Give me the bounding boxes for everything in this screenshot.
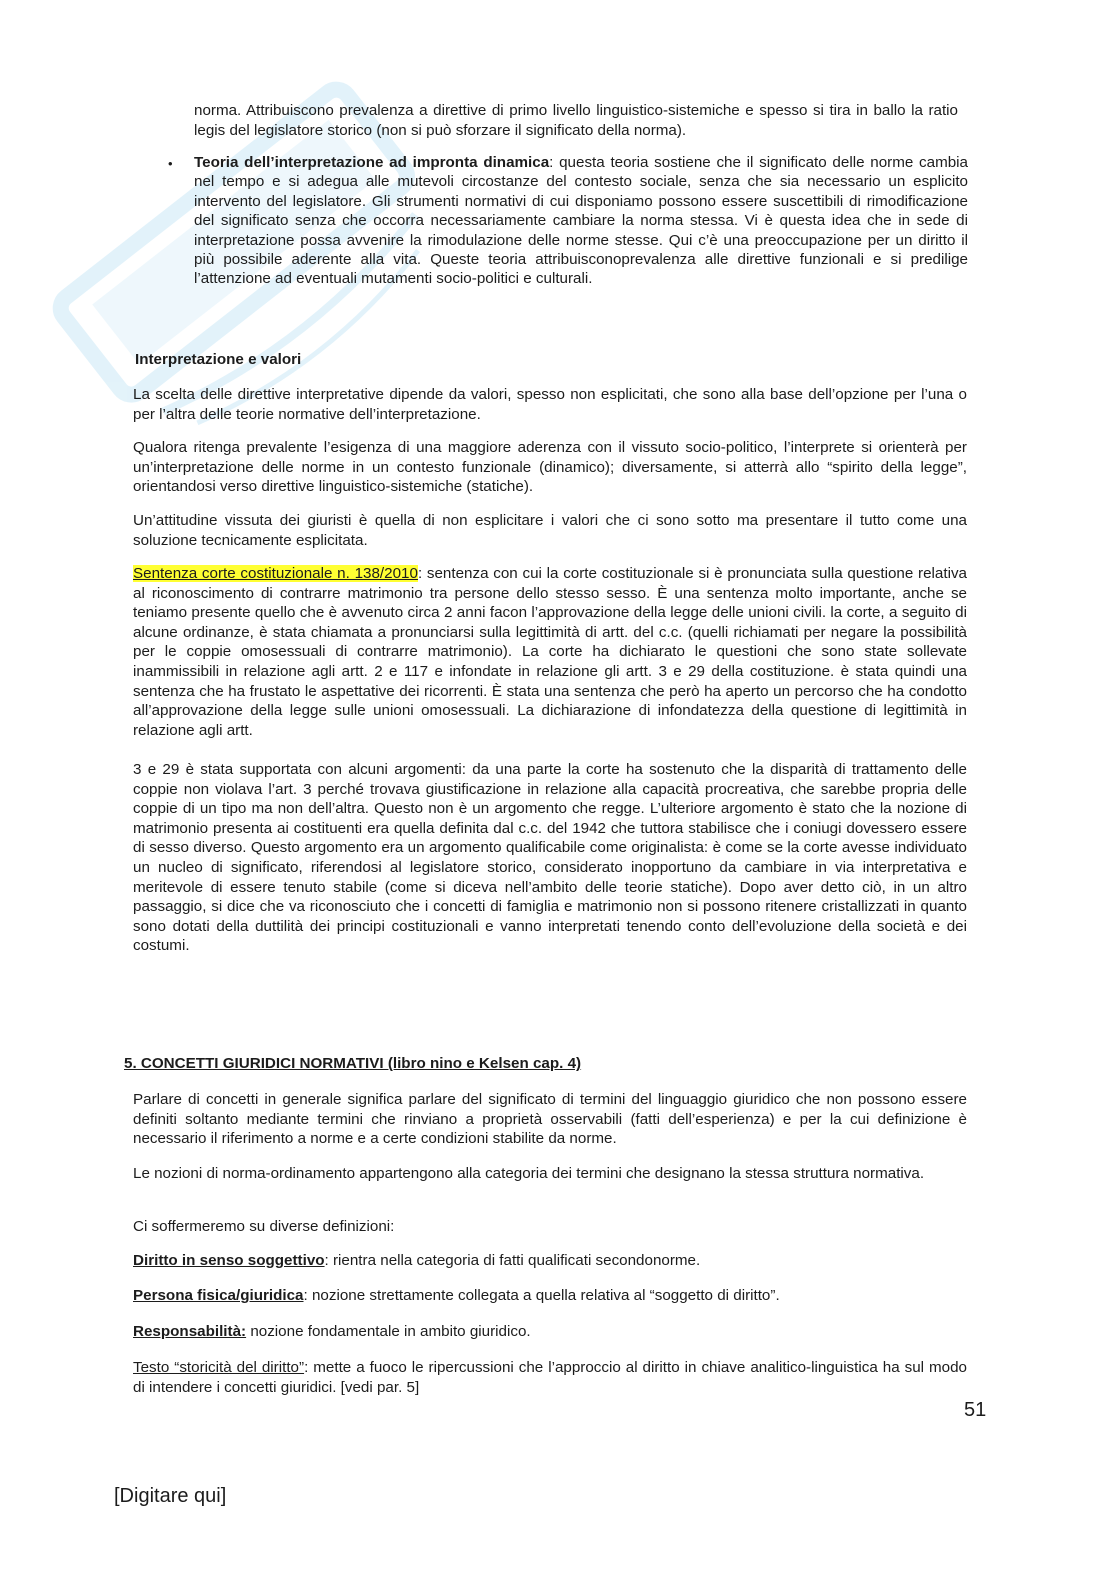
- paragraph: 3 e 29 è stata supportata con alcuni argomenti: da una parte la corte ha sostenuto che la disparità di trattamento delle coppie non violava l’art. 3 perché trovava giustificazione in relazione alla capacità procreativa, che sarebbe propria delle coppie di un tipo ma non dell’altra. Questo non è un argomento che regge. L’ulteriore argomento è stato che la nozione di matrimonio presenta ai costituenti era quella definita dal c.c. del 1942 che tuttora stabilisce che i coniugi dovessero essere di sesso diverso. Questo argomento era un argomento qualificabile come originalista: è come se la corte avesse individuato un nucleo di significato, riferendosi al legislatore storico, considerato inopportuno da cambiare in via interpretativa e meritevole di essere tenuto stabile (come si diceva nell’ambito delle teorie statiche). Dopo aver detto ciò, in un altro passaggio, si dice che va riconosciuto che i concetti di famiglia e matrimonio non si possono ritenere cristallizzati in quanto sono dotati della duttilità dei principi costituzionali e vanno interpretati tenendo conto dell’evoluzione della società e dei costumi.: [133, 761, 967, 955]
- definition-responsabilita: [133, 1322, 967, 1342]
- definition-term: Diritto in senso soggettivo: [133, 1252, 325, 1269]
- definition-text: nozione fondamentale in ambito giuridico.: [246, 1323, 531, 1340]
- page-number: 51: [964, 1399, 987, 1421]
- section-heading-interpretazione: Interpretazione e valori: [135, 351, 302, 368]
- definition-persona: [133, 1286, 967, 1306]
- definition-text: : rientra nella categoria di fatti qualificati secondonorme.: [324, 1252, 701, 1269]
- footer-placeholder[interactable]: [Digitare qui]: [114, 1485, 227, 1507]
- highlighted-sentenza-link[interactable]: Sentenza corte costituzionale n. 138/2010: [133, 565, 418, 582]
- bullet-marker: •: [168, 156, 173, 171]
- sentenza-text: : sentenza con cui la corte costituzionale si è pronunciata sulla questione relativa al riconoscimento di contrarre matrimonio tra persone dello stesso sesso. È una sentenza molto importante, anche se teniamo presente quello che è avvenuto circa 2 anni facon l’approvazione della legge delle unioni civili. la corte, a seguito di alcune ordinanze, è stata chiamata a pronunciarsi sulla legittimità di artt. del c.c. (quelli richiamati per negare la possibilità per le coppie omosessuali di contrarre matrimonio). La corte ha dichiarato le questioni che sono state sollevate inammissibili in relazione agli artt. 2 e 117 e infondate in relazione gli artt. 3 e 29 della costituzione. è stata quindi una sentenza che ha frustato le aspettative dei ricorrenti. È stata una sentenza che però ha aperto un percorso che ha condotto all’approvazione della legge sulle unioni omosessuali. La dichiarazione di infondatezza della questione di legittimità in relazione agli artt.: [133, 565, 967, 739]
- definition-text: : nozione strettamente collegata a quella relativa al “soggetto di diritto”.: [303, 1287, 780, 1304]
- bullet-text: : questa teoria sostiene che il significato delle norme cambia nel tempo e si adegua alle mutevoli circostanze del contesto sociale, senza che sia necessario un esplicito intervento del legislatore. Gli strumenti normativi di cui disponiamo possono essere suscettibili di rimodificazione del significato senza che occorra necessariamente cambiare la norma stessa. Vi è questa idea che in sede di interpretazione possa avvenire la rimodulazione delle norme stesse. Qui c’è una preoccupazione per un diritto il più possibile aderente alla vita. Queste teoria attribuisconoprevalenza alle direttive funzionali e si predilige l’attenzione ad eventuali mutamenti socio-politici e culturali.: [194, 154, 968, 288]
- definition-text: : mette a fuoco le ripercussioni che l’approccio al diritto in chiave analitico-linguistica ha sul modo di intendere i concetti giuridici. [vedi par. 5]: [133, 1359, 967, 1396]
- bullet-dynamic-theory: [194, 153, 968, 289]
- definition-term: Testo “storicità del diritto”: [133, 1359, 305, 1376]
- definition-term: Persona fisica/giuridica: [133, 1287, 304, 1304]
- bullet-term: Teoria dell’interpretazione ad impronta dinamica: [194, 154, 550, 171]
- paragraph: Ci soffermeremo su diverse definizioni:: [133, 1218, 395, 1235]
- definition-term: Responsabilità:: [133, 1323, 247, 1340]
- section-heading-concetti: 5. CONCETTI GIURIDICI NORMATIVI (libro nino e Kelsen cap. 4): [124, 1055, 582, 1072]
- definition-storicita: [133, 1358, 967, 1397]
- continuation-paragraph: norma. Attribuiscono prevalenza a direttive di primo livello linguistico-sistemiche e spesso si tira in ballo la ratio legis del legislatore storico (non si può sforzare il significato della norma).: [194, 102, 958, 139]
- paragraph: Le nozioni di norma-ordinamento appartengono alla categoria dei termini che designano la stessa struttura normativa.: [133, 1165, 925, 1182]
- paragraph-sentenza: [133, 564, 967, 740]
- paragraph: Un’attitudine vissuta dei giuristi è quella di non esplicitare i valori che ci sono sotto ma presentare il tutto come una soluzione tecnicamente esplicitata.: [133, 512, 967, 549]
- paragraph: Qualora ritenga prevalente l’esigenza di una maggiore aderenza con il vissuto socio-politico, l’interprete si orienterà per un’interpretazione delle norme in un contesto funzionale (dinamico); diversamente, si atterrà allo “spirito della legge”, orientandosi verso direttive linguistico-sistemiche (statiche).: [133, 439, 967, 496]
- paragraph: La scelta delle direttive interpretative dipende da valori, spesso non esplicitati, che sono alla base dell’opzione per l’una o per l’altra delle teorie normative dell’interpretazione.: [133, 386, 967, 423]
- paragraph: Parlare di concetti in generale significa parlare del significato di termini del linguaggio giuridico che non possono essere definiti soltanto mediante termini che rinviano a proprietà osservabili (fatti dell’esperienza) e per la cui definizione è necessario il riferimento a norme e a certe condizioni stabilite da norme.: [133, 1091, 967, 1148]
- definition-diritto: [133, 1251, 967, 1271]
